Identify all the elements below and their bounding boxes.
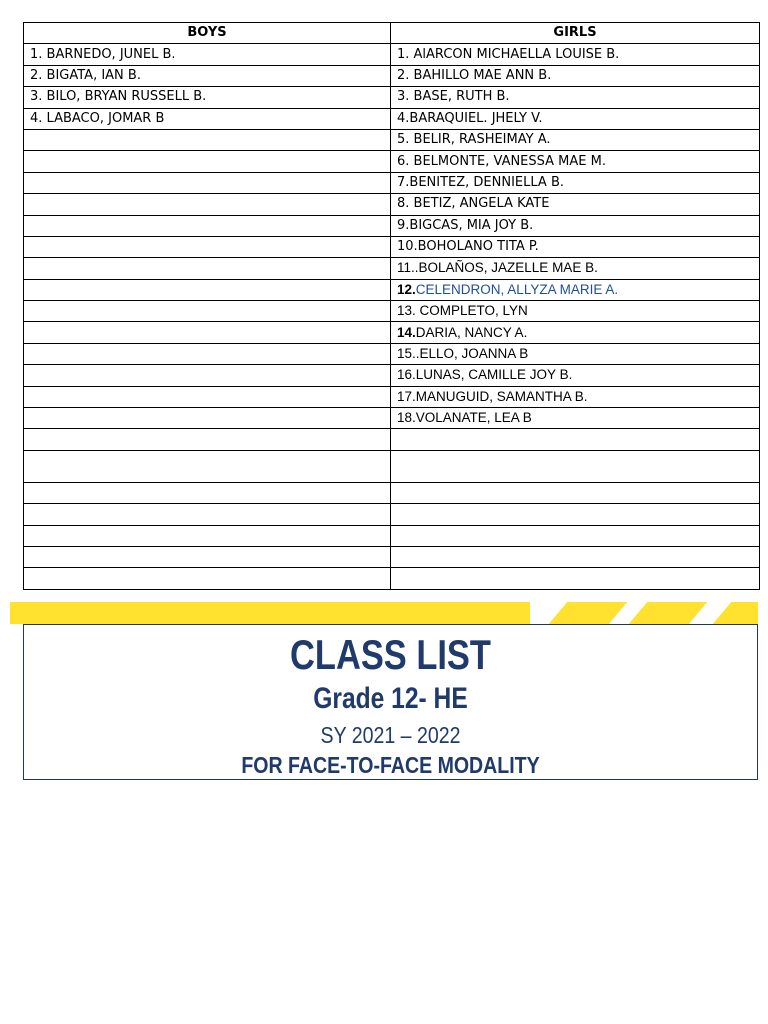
girl-name: 7.BENITEZ, DENNIELLA B. [391, 172, 760, 193]
table-row [24, 87, 760, 108]
girl-name: DARIA, NANCY A. [415, 324, 528, 340]
empty-cell [391, 504, 760, 525]
table-header-row [24, 23, 760, 44]
table-row [24, 450, 760, 482]
table-row [24, 322, 760, 343]
girl-name: 11..BOLAÑOS, JAZELLE MAE B. [391, 258, 760, 279]
empty-cell [24, 301, 391, 322]
class-roster-table [23, 22, 760, 590]
empty-cell [24, 525, 391, 546]
girl-name: 10.BOHOLANO TITA P. [391, 236, 760, 257]
table-row [24, 504, 760, 525]
girl-name: 13. COMPLETO, LYN [391, 301, 760, 322]
empty-cell [24, 215, 391, 236]
empty-cell [24, 343, 391, 364]
empty-cell [24, 482, 391, 503]
empty-cell [24, 279, 391, 300]
table-row [24, 108, 760, 129]
modality-label: FOR FACE-TO-FACE MODALITY [241, 752, 540, 778]
boy-name: 2. BIGATA, IAN B. [24, 65, 391, 86]
table-row [24, 215, 760, 236]
empty-cell [391, 450, 760, 482]
girl-name: 17.MANUGUID, SAMANTHA B. [391, 386, 760, 407]
girl-name: 15..ELLO, JOANNA B [391, 343, 760, 364]
table-row [24, 172, 760, 193]
table-row [24, 343, 760, 364]
empty-cell [24, 365, 391, 386]
girl-name: 18.VOLANATE, LEA B [391, 408, 760, 429]
empty-cell [24, 172, 391, 193]
table-row [24, 365, 760, 386]
empty-cell [24, 129, 391, 150]
yellow-stripe [629, 602, 707, 624]
girl-name: 4.BARAQUIEL. JHELY V. [391, 108, 760, 129]
table-row [24, 301, 760, 322]
boys-header: BOYS [24, 23, 391, 44]
page-title: CLASS LIST [290, 631, 491, 678]
table-row [24, 129, 760, 150]
girl-name: 2. BAHILLO MAE ANN B. [391, 65, 760, 86]
empty-cell [24, 408, 391, 429]
empty-cell [24, 151, 391, 172]
empty-cell [24, 386, 391, 407]
boy-name: 1. BARNEDO, JUNEL B. [24, 44, 391, 65]
empty-cell [24, 236, 391, 257]
yellow-stripe [713, 602, 758, 624]
class-list-title-box [23, 624, 758, 780]
empty-cell [391, 546, 760, 567]
girl-number: 14. [397, 324, 416, 340]
girl-name: CELENDRON, ALLYZA MARIE A. [415, 281, 619, 297]
table-row [24, 408, 760, 429]
girls-header: GIRLS [391, 23, 760, 44]
girl-name: 3. BASE, RUTH B. [391, 87, 760, 108]
girl-name: 5. BELIR, RASHEIMAY A. [391, 129, 760, 150]
table-row [24, 429, 760, 450]
boy-name: 4. LABACO, JOMAR B [24, 108, 391, 129]
girl-name: 1. AlARCON MICHAELLA LOUISE B. [391, 44, 760, 65]
school-year-label: SY 2021 – 2022 [320, 722, 461, 748]
girl-name: 8. BETIZ, ANGELA KATE [391, 194, 760, 215]
table-row [24, 386, 760, 407]
girl-name: 16.LUNAS, CAMILLE JOY B. [391, 365, 760, 386]
table-row [24, 194, 760, 215]
empty-cell [391, 568, 760, 589]
table-row [24, 236, 760, 257]
girl-name: 9.BIGCAS, MIA JOY B. [391, 215, 760, 236]
empty-cell [24, 546, 391, 567]
girl-name: 6. BELMONTE, VANESSA MAE M. [391, 151, 760, 172]
empty-cell [24, 450, 391, 482]
yellow-decorative-band [10, 602, 758, 624]
empty-cell [24, 429, 391, 450]
girl-name-cell [391, 322, 760, 343]
empty-cell [24, 322, 391, 343]
table-row [24, 65, 760, 86]
girl-name-cell [391, 279, 760, 300]
yellow-stripe [549, 602, 627, 624]
empty-cell [24, 194, 391, 215]
girl-number: 12. [397, 281, 416, 297]
empty-cell [24, 258, 391, 279]
yellow-bar [10, 602, 530, 624]
table-row [24, 279, 760, 300]
table-row [24, 151, 760, 172]
empty-cell [24, 568, 391, 589]
table-row [24, 258, 760, 279]
empty-cell [391, 525, 760, 546]
table-row [24, 525, 760, 546]
table-row [24, 568, 760, 589]
empty-cell [391, 482, 760, 503]
table-row [24, 44, 760, 65]
empty-cell [391, 429, 760, 450]
table-row [24, 546, 760, 567]
table-row [24, 482, 760, 503]
grade-label: Grade 12- HE [313, 682, 468, 715]
boy-name: 3. BILO, BRYAN RUSSELL B. [24, 87, 391, 108]
empty-cell [24, 504, 391, 525]
